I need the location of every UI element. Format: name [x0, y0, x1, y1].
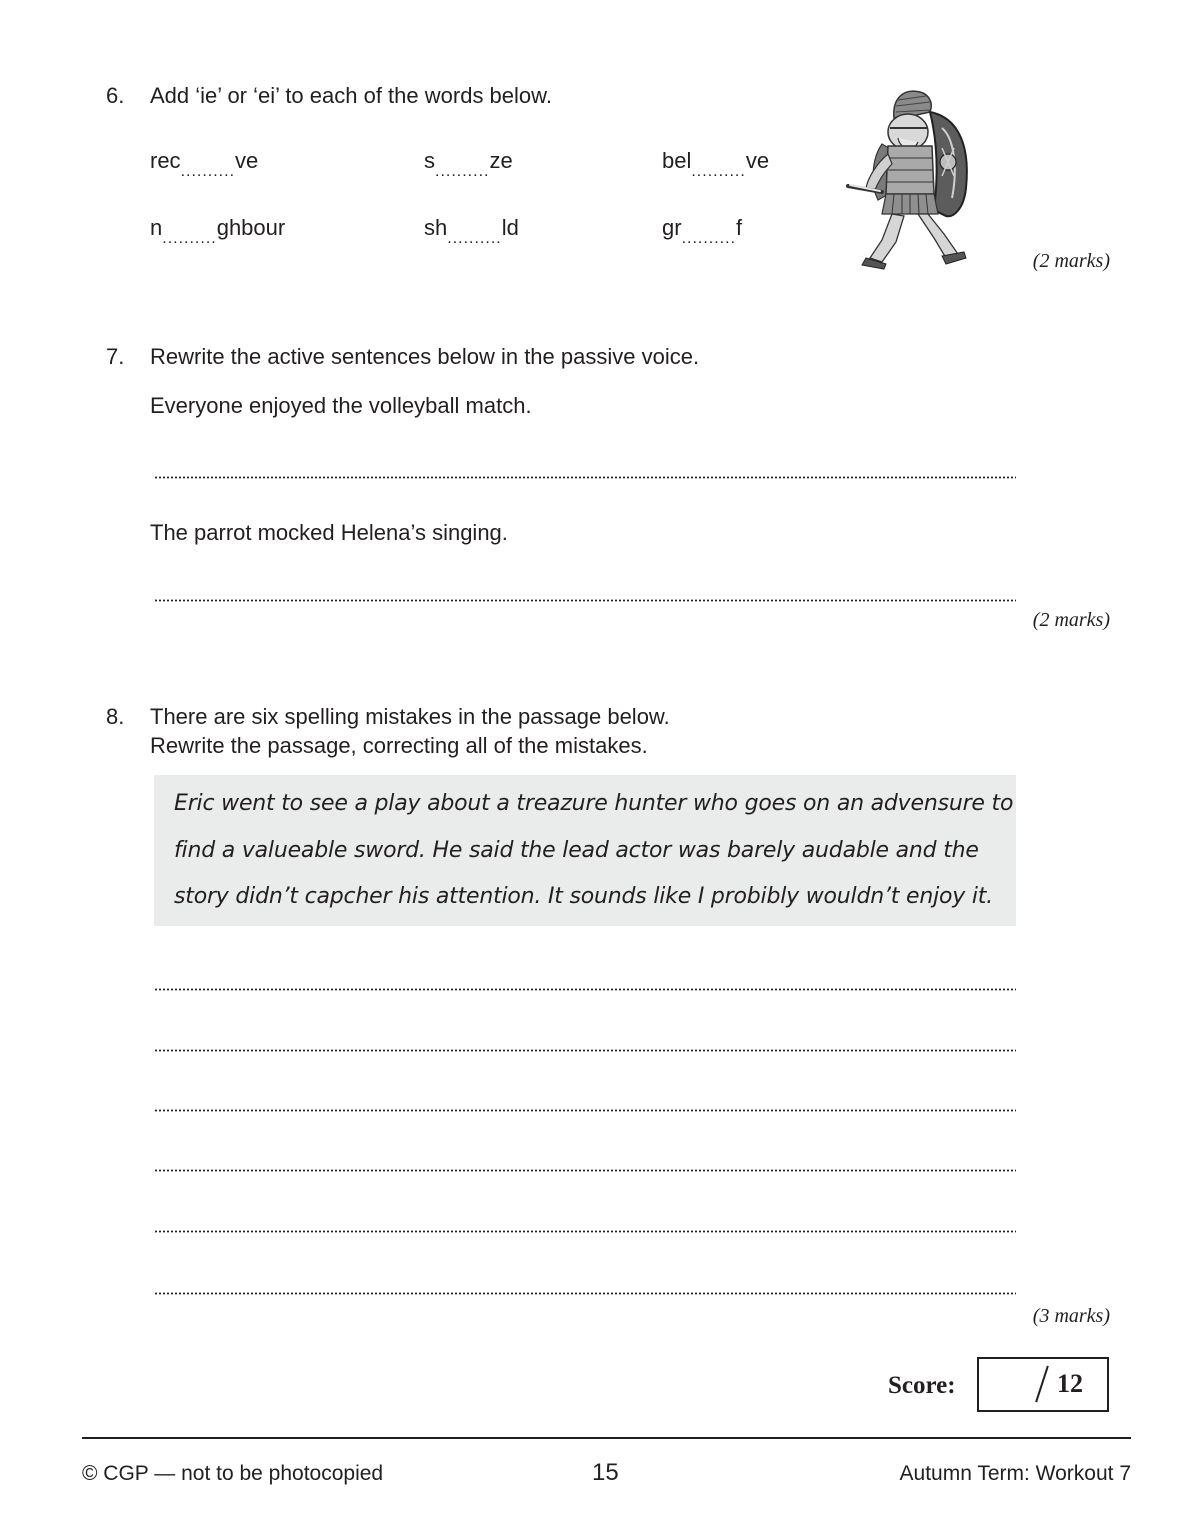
- roman-soldier-illustration: [842, 88, 992, 270]
- question-6-instruction: Add ‘ie’ or ‘ei’ to each of the words below.: [150, 83, 552, 108]
- answer-line-2[interactable]: [154, 599, 1016, 602]
- question-7-instruction: Rewrite the active sentences below in the passive voice.: [150, 344, 700, 369]
- word-gap: ..........: [435, 163, 490, 180]
- word-suffix: ve: [235, 148, 259, 173]
- word-prefix: rec: [150, 148, 181, 173]
- question-7-marks: (2 marks): [1032, 609, 1110, 631]
- word-blank-2[interactable]: [424, 148, 513, 180]
- word-prefix: sh: [424, 215, 448, 240]
- word-blank-6[interactable]: [662, 215, 743, 247]
- page-number: 15: [592, 1459, 619, 1486]
- passage-line-3: story didn’t capcher his attention. It sounds like I probibly wouldn’t enjoy it.: [174, 884, 993, 909]
- passage-line-2: find a valueable sword. He said the lead actor was barely audable and the: [174, 838, 979, 863]
- answer-line-8[interactable]: [154, 1292, 1016, 1295]
- word-suffix: ghbour: [216, 215, 286, 240]
- word-gap: ..........: [180, 163, 236, 180]
- word-suffix: ve: [745, 148, 770, 173]
- footer-copyright: © CGP — not to be photocopied: [82, 1462, 384, 1485]
- answer-line-5[interactable]: [154, 1109, 1016, 1112]
- word-gap: ..........: [447, 230, 502, 247]
- word-prefix: gr: [662, 215, 682, 240]
- passage-box: [154, 775, 1016, 926]
- question-8-marks: (3 marks): [1032, 1305, 1110, 1327]
- word-suffix: ld: [501, 215, 519, 240]
- question-8-instruction-line-1: There are six spelling mistakes in the passage below.: [150, 704, 670, 729]
- passage-line-1: Eric went to see a play about a treazure hunter who goes on an advensure to: [174, 791, 1014, 816]
- question-8-number: 8.: [106, 704, 125, 729]
- score-label: Score:: [888, 1372, 956, 1399]
- footer-rule: [82, 1437, 1131, 1439]
- word-suffix: f: [736, 215, 743, 240]
- word-blank-3[interactable]: [662, 148, 770, 180]
- word-prefix: s: [424, 148, 435, 173]
- answer-line-4[interactable]: [154, 1049, 1016, 1052]
- word-suffix: ze: [489, 148, 513, 173]
- word-prefix: n: [150, 215, 163, 240]
- footer-workout-title: Autumn Term: Workout 7: [899, 1462, 1131, 1485]
- word-blank-5[interactable]: [424, 215, 519, 247]
- answer-line-6[interactable]: [154, 1169, 1016, 1172]
- word-gap: ..........: [681, 230, 737, 247]
- answer-line-3[interactable]: [154, 988, 1016, 991]
- question-8-instruction-line-2: Rewrite the passage, correcting all of the mistakes.: [150, 733, 648, 758]
- answer-line-7[interactable]: [154, 1230, 1016, 1233]
- score-slash: [1035, 1366, 1049, 1403]
- word-gap: ..........: [162, 230, 217, 247]
- word-blank-4[interactable]: [150, 215, 286, 247]
- word-blank-1[interactable]: [150, 148, 259, 180]
- score-box[interactable]: [977, 1357, 1109, 1412]
- answer-line-1[interactable]: [154, 476, 1016, 479]
- word-gap: ..........: [691, 163, 746, 180]
- question-7-number: 7.: [106, 344, 125, 369]
- score-total: 12: [1057, 1369, 1083, 1398]
- active-sentence-1: Everyone enjoyed the volleyball match.: [150, 393, 532, 418]
- question-6-number: 6.: [106, 83, 125, 108]
- word-prefix: bel: [662, 148, 692, 173]
- active-sentence-2: The parrot mocked Helena’s singing.: [150, 520, 508, 545]
- question-6-marks: (2 marks): [1032, 250, 1110, 272]
